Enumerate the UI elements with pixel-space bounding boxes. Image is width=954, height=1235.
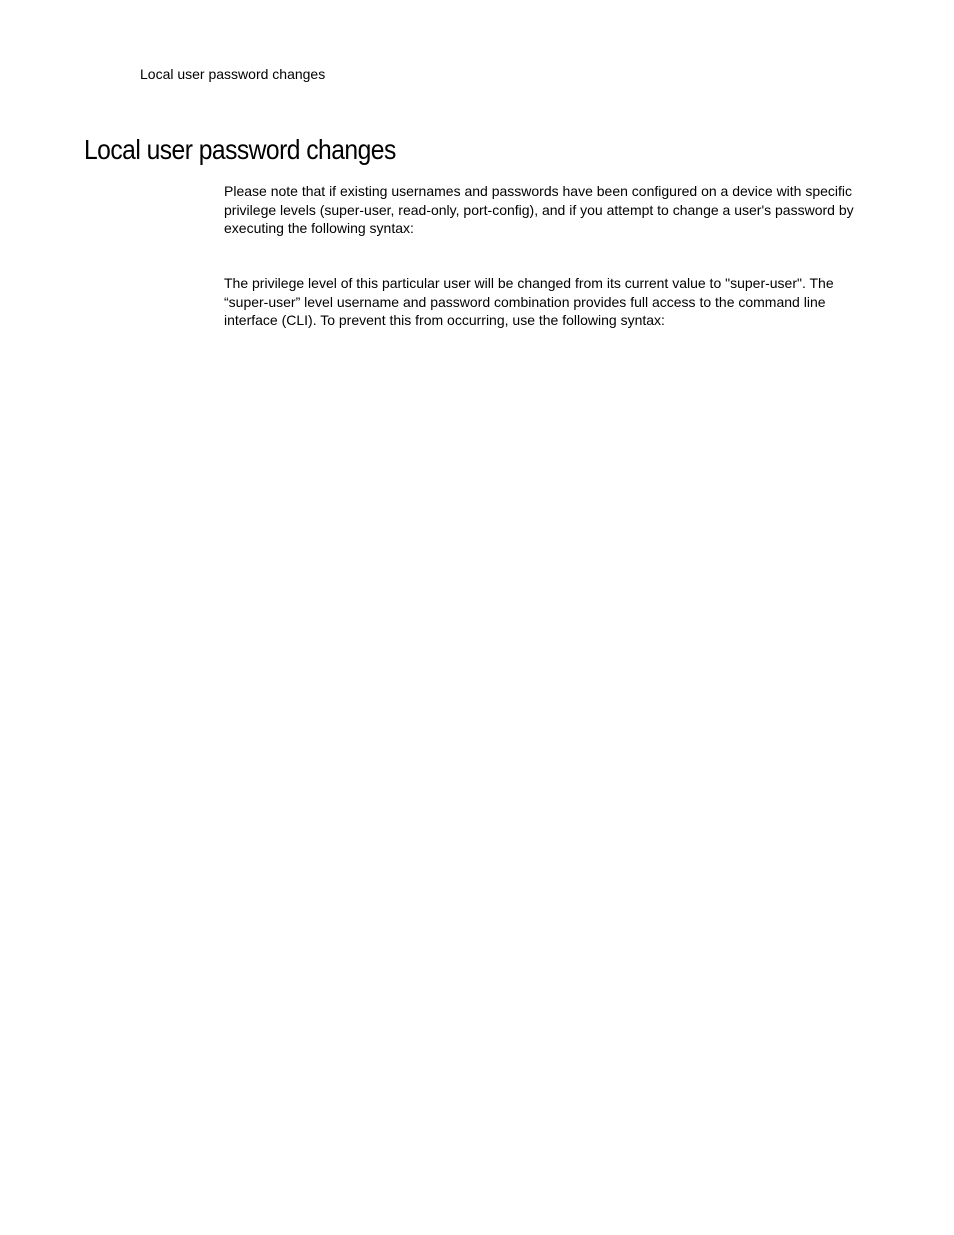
section-title: Local user password changes — [84, 134, 396, 165]
body-paragraph-privilege: The privilege level of this particular user will be changed from its current value to "super-user". The “super-user” level username and password combination provides full access to the command line interface (CLI). To prevent this from occurring, use the following syntax: — [224, 275, 834, 328]
running-header: Local user password changes — [140, 66, 326, 82]
body-paragraph-intro: Please note that if existing usernames and passwords have been configured on a device with specific privilege levels (super-user, read-only, port-config), and if you attempt to change a user's password by executing the following syntax: — [224, 183, 854, 236]
